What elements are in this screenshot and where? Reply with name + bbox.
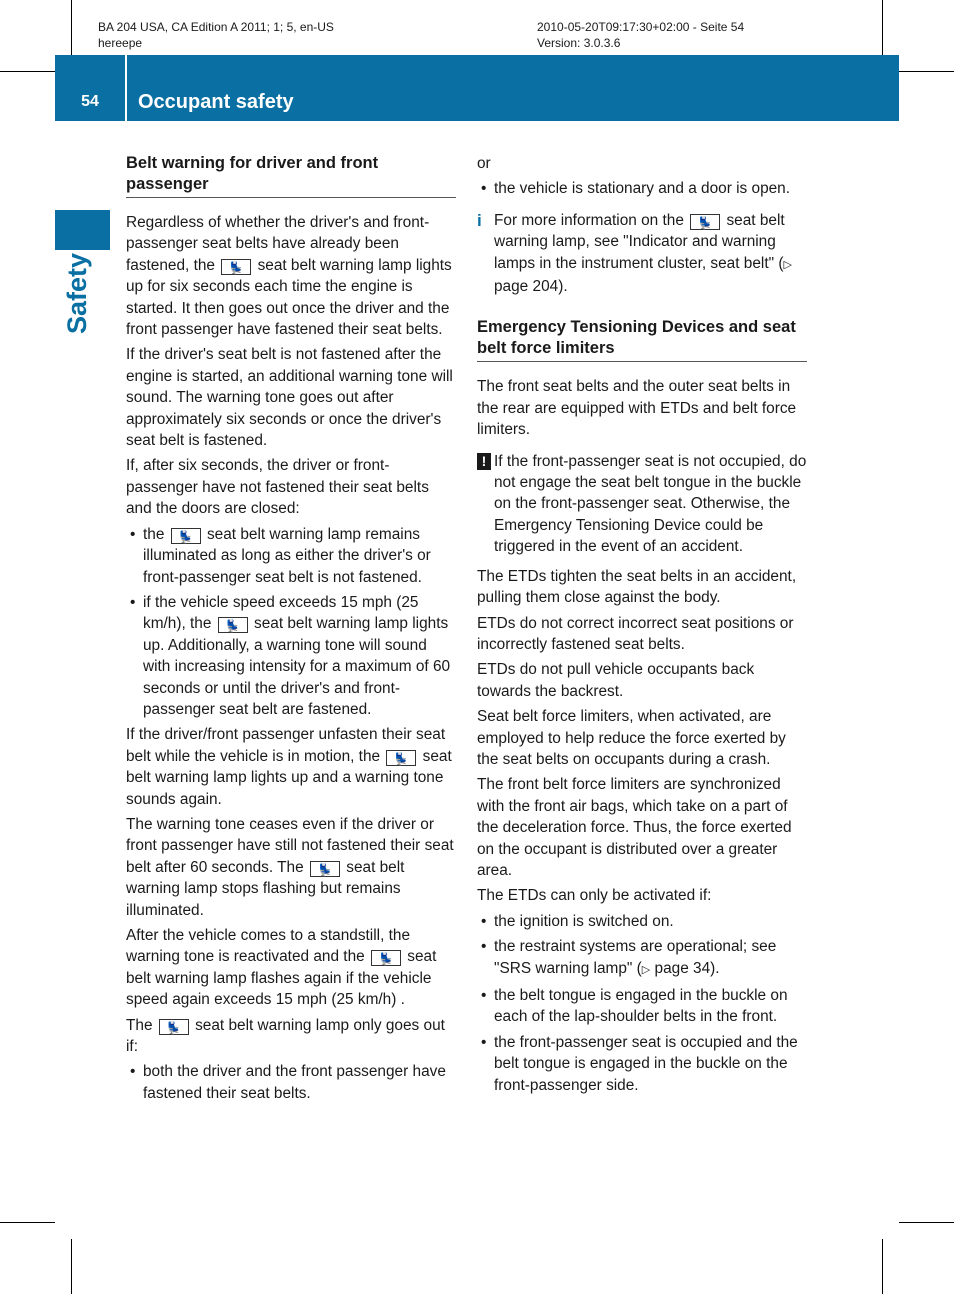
triangle-page-reference-icon: ▷: [641, 963, 651, 976]
bullet-list: [126, 1061, 456, 1104]
seat-belt-warning-lamp-icon: 💺: [371, 950, 401, 966]
paragraph: The front belt force limiters are synchronized with the front air bags, which take on a part of the deceleration force. Thus, the force exerted on the occupant is distributed over a greater area.: [477, 776, 792, 879]
crop-mark: [882, 1239, 883, 1294]
section-heading: Emergency Tensioning Devices and seat belt force limiters: [477, 317, 807, 362]
text: The warning tone ceases even if the driver or front passenger have still not fastened their seat belt after 60 seconds. The: [126, 815, 454, 876]
text: the belt tongue is engaged in the buckle on each of the lap-shoulder belts in the front.: [494, 987, 788, 1026]
page-number: 54: [81, 93, 99, 110]
list-item: • the front-passenger seat is occupied and the belt tongue is engaged in the buckle on the front-passenger side.: [481, 1033, 798, 1094]
seat-belt-warning-lamp-icon: 💺: [310, 861, 340, 877]
text: the vehicle is stationary and a door is open.: [494, 180, 791, 198]
paragraph: The ETDs tighten the seat belts in an accident, pulling them close against the body.: [477, 567, 797, 607]
section-heading: Belt warning for driver and front passenger: [126, 153, 456, 198]
text: seat belt warning lamp only goes out if:: [126, 1016, 445, 1056]
text: seat belt warning lamp lights up and a warning tone sounds again.: [126, 747, 452, 808]
text: the: [143, 525, 165, 543]
exclamation-warning-icon: !: [477, 453, 491, 470]
text: the restraint systems are operational; see "SRS warning lamp" (: [494, 938, 777, 977]
text: seat belt warning lamp stops flashing but remains illuminated.: [126, 858, 405, 919]
info-icon: i: [477, 210, 482, 230]
paragraph: The front seat belts and the outer seat belts in the rear are equipped with ETDs and belt force limiters.: [477, 378, 797, 439]
warning-note: [477, 451, 807, 558]
list-item: • the 💺 seat belt warning lamp remains illuminated as long as either the driver's or front-passenger seat belt is not fastened.: [130, 525, 431, 586]
meta-version: Version: 3.0.3.6: [537, 36, 621, 50]
text: page 204).: [494, 278, 568, 296]
meta-author: hereepe: [98, 36, 143, 50]
list-item: • the belt tongue is engaged in the buckle on each of the lap-shoulder belts in the front.: [481, 987, 788, 1026]
text: Regardless of whether the driver's and front-passenger seat belts have already been fastened, the: [126, 214, 430, 274]
text: For more information on the: [494, 211, 684, 229]
text: After the vehicle comes to a standstill, the warning tone is reactivated and the: [126, 927, 411, 966]
bullet-list: [477, 911, 807, 1096]
paragraph: [126, 724, 456, 810]
list-item: • the vehicle is stationary and a door is open.: [481, 180, 791, 198]
right-column: [477, 153, 807, 1100]
text: both the driver and the front passenger have fastened their seat belts.: [143, 1063, 446, 1102]
crop-mark: [71, 0, 72, 55]
seat-belt-warning-lamp-icon: 💺: [221, 259, 251, 275]
paragraph: [126, 814, 456, 921]
chapter-label: Safety: [62, 252, 92, 334]
seat-belt-warning-lamp-icon: 💺: [171, 528, 201, 544]
text: seat belt warning lamp flashes again if the vehicle speed again exceeds 15 mph (25 km/h) .: [126, 948, 437, 1009]
crop-mark: [899, 71, 954, 72]
text: the ignition is switched on.: [494, 912, 674, 930]
paragraph: Seat belt force limiters, when activated, are employed to help reduce the force exerted by the seat belts on occupants during a crash.: [477, 708, 786, 768]
bullet-list: [126, 524, 456, 721]
paragraph: or: [477, 155, 491, 172]
crop-mark: [899, 1222, 954, 1223]
paragraph: If, after six seconds, the driver or front-passenger have not fastened their seat belts and the doors are closed:: [126, 457, 429, 518]
list-item: • the ignition is switched on.: [481, 912, 674, 930]
text: If the driver/front passenger unfasten their seat belt while the vehicle is in motion, the: [126, 726, 446, 765]
text: seat belt warning lamp remains illuminated as long as either the driver's or front-passenger seat belt is not fastened.: [143, 525, 431, 586]
paragraph: ETDs do not correct incorrect seat positions or incorrectly fastened seat belts.: [477, 614, 794, 653]
paragraph: ETDs do not pull vehicle occupants back towards the backrest.: [477, 661, 755, 700]
text: The: [126, 1016, 153, 1034]
meta-timestamp: 2010-05-20T09:17:30+02:00 - Seite 54: [537, 20, 745, 34]
bullet-list: [477, 178, 807, 199]
left-column: [126, 153, 456, 1108]
seat-belt-warning-lamp-icon: 💺: [218, 617, 248, 633]
print-meta-left: [98, 19, 334, 51]
seat-belt-warning-lamp-icon: 💺: [386, 750, 416, 766]
info-note: [477, 210, 807, 298]
page-title: Occupant safety: [138, 91, 294, 113]
header-divider: [125, 55, 127, 121]
page-header: [55, 55, 899, 121]
text: seat belt warning lamp, see "Indicator and warning lamps in the instrument cluster, seat belt" (: [494, 211, 785, 272]
crop-mark: [882, 0, 883, 55]
text: if the vehicle speed exceeds 15 mph (25 km/h), the: [143, 593, 419, 633]
meta-edition: BA 204 USA, CA Edition A 2011; 1; 5, en-US: [98, 20, 334, 34]
paragraph: The ETDs can only be activated if:: [477, 887, 712, 905]
paragraph: If the driver's seat belt is not fastened after the engine is started, an additional warning tone will sound. The warning tone goes out after approximately six seconds or once the driver's seat belt is fastened.: [126, 346, 453, 450]
crop-mark: [0, 1222, 55, 1223]
paragraph: [126, 925, 456, 1011]
text: If the front-passenger seat is not occupied, do not engage the seat belt tongue in the buckle on the front-passenger seat. Otherwise, the Emergency Tensioning Device could be triggered in the event of an accident.: [494, 452, 807, 556]
text: seat belt warning lamp lights up for six seconds each time the engine is started. It then goes out once the driver and the front passenger have fastened their seat belts.: [126, 256, 452, 339]
list-item: • if the vehicle speed exceeds 15 mph (25 km/h), the 💺 seat belt warning lamp lights up. Additionally, a warning tone will sound with increasing intensity for a maximum of 60 seconds or until the driver's and front-passenger seat belt are fastened.: [130, 593, 451, 718]
list-item: • both the driver and the front passenger have fastened their seat belts.: [130, 1063, 446, 1102]
print-meta-right: [537, 19, 744, 51]
crop-mark: [0, 71, 55, 72]
paragraph: [126, 212, 456, 340]
text: page 34).: [654, 959, 720, 977]
text: seat belt warning lamp lights up. Additionally, a warning tone will sound with increasing intensity for a maximum of 60 seconds or until the driver's and front-passenger seat belt are fastened.: [143, 615, 451, 718]
paragraph: [126, 1015, 456, 1058]
crop-mark: [71, 1239, 72, 1294]
seat-belt-warning-lamp-icon: 💺: [690, 214, 720, 230]
triangle-page-reference-icon: ▷: [783, 258, 792, 271]
list-item: • the restraint systems are operational; see "SRS warning lamp" (▷ page 34).: [481, 938, 777, 977]
seat-belt-warning-lamp-icon: 💺: [159, 1019, 189, 1035]
side-tab: [55, 210, 110, 250]
text: the front-passenger seat is occupied and the belt tongue is engaged in the buckle on the front-passenger side.: [494, 1033, 798, 1094]
